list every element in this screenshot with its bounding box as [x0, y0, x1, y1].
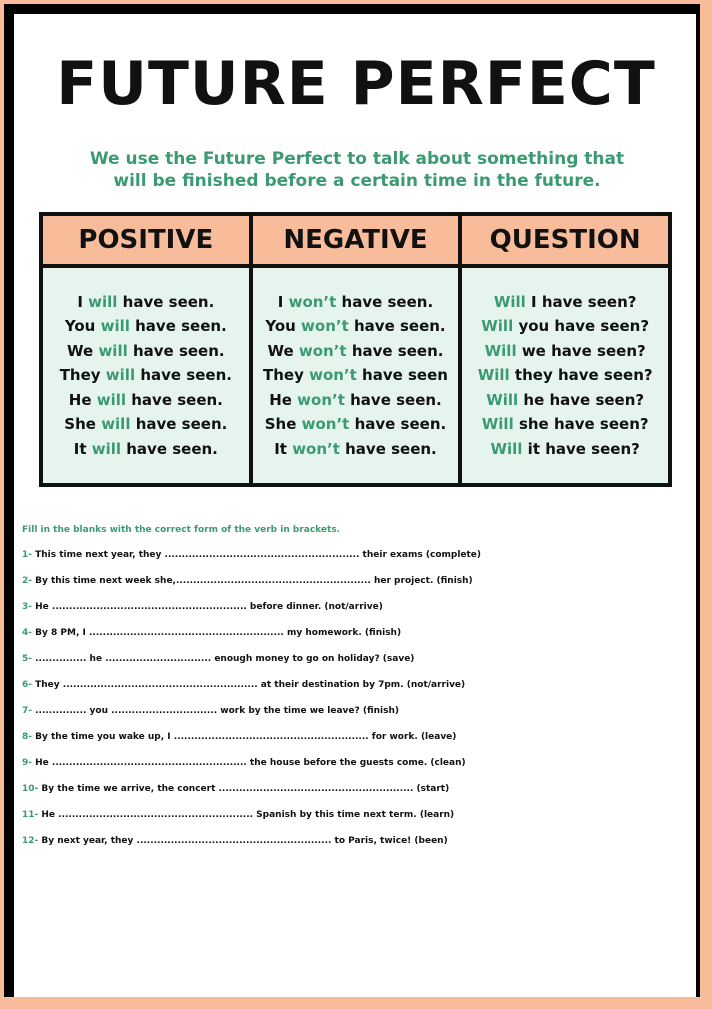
- table-body-row: [41, 266, 670, 485]
- sentence-subject: I: [277, 292, 289, 311]
- sentence-rest: have seen.: [348, 317, 446, 336]
- exercise-item: [22, 542, 702, 568]
- exercise-item: [22, 802, 702, 828]
- exercise-sentence: By this time next week she,......................................................... her project. (finish): [32, 576, 473, 586]
- exercise-item: [22, 568, 702, 594]
- positive-sentence: [43, 412, 249, 437]
- sentence-auxiliary: Will: [481, 415, 514, 434]
- exercise-sentence: By the time you wake up, I ......................................................... for work. (leave): [32, 732, 457, 742]
- exercise-item: [22, 750, 702, 776]
- exercise-number: 10-: [22, 784, 39, 794]
- sentence-auxiliary: won’t: [297, 390, 345, 409]
- sentence-auxiliary: Will: [493, 292, 526, 311]
- sentence-subject: You: [265, 317, 302, 336]
- sentence-rest: have seen.: [130, 415, 228, 434]
- negative-sentence: [253, 314, 459, 339]
- sentence-auxiliary: Will: [481, 317, 514, 336]
- header-question: QUESTION: [460, 214, 670, 266]
- sentence-rest: have seen.: [127, 341, 225, 360]
- question-sentence: [462, 339, 668, 364]
- sentence-auxiliary: will: [105, 366, 136, 385]
- question-column: [460, 266, 670, 485]
- sentence-subject: You: [64, 317, 101, 336]
- sentence-auxiliary: will: [100, 317, 130, 336]
- exercise-number: 6-: [22, 680, 32, 690]
- sentence-rest: you have seen?: [513, 317, 650, 336]
- sentence-subject: They: [263, 366, 310, 385]
- exercise-number: 7-: [22, 706, 32, 716]
- positive-sentence: [43, 339, 249, 364]
- exercise-sentence: ............... you ............................... work by the time we leave? (finish): [32, 706, 400, 716]
- sentence-rest: have seen.: [336, 292, 434, 311]
- sentence-auxiliary: will: [88, 292, 118, 311]
- negative-sentence: [253, 290, 459, 315]
- exercise-sentence: By 8 PM, I ......................................................... my homework. (finish): [32, 628, 402, 638]
- header-negative: NEGATIVE: [251, 214, 461, 266]
- exercise-sentence: By the time we arrive, the concert ......................................................... (start): [38, 784, 450, 794]
- exercise-number: 9-: [22, 758, 32, 768]
- exercise-sentence: He ......................................................... the house before the guests come. (clean): [32, 758, 466, 768]
- sentence-rest: they have seen?: [509, 366, 653, 385]
- positive-sentence: [43, 290, 249, 315]
- exercise-item: [22, 698, 702, 724]
- sentence-auxiliary: will: [101, 415, 131, 434]
- negative-sentence: [253, 412, 459, 437]
- sentence-subject: He: [68, 390, 97, 409]
- negative-column: [251, 266, 461, 485]
- sentence-subject: They: [59, 366, 106, 385]
- exercise-item: [22, 672, 702, 698]
- negative-sentence: [253, 388, 459, 413]
- conjugation-table: [39, 212, 672, 487]
- sentence-auxiliary: will: [91, 439, 122, 458]
- positive-sentence: [43, 437, 249, 462]
- exercise-item: [22, 646, 702, 672]
- exercise-sentence: By next year, they ......................................................... to Paris, twice! (been): [38, 836, 448, 846]
- sentence-subject: We: [267, 341, 299, 360]
- exercise-number: 4-: [22, 628, 32, 638]
- negative-sentence: [253, 437, 459, 462]
- sentence-subject: We: [67, 341, 99, 360]
- sentence-rest: have seen: [356, 366, 448, 385]
- sentence-rest: we have seen?: [516, 341, 646, 360]
- exercise-sentence: He ......................................................... before dinner. (not/arrive): [32, 602, 383, 612]
- exercise-number: 2-: [22, 576, 32, 586]
- intro-line-2: will be finished before a certain time in the future.: [113, 171, 601, 191]
- exercise-sentence: He ......................................................... Spanish by this time next term. (learn): [38, 810, 455, 820]
- negative-sentence: [253, 363, 459, 388]
- sentence-auxiliary: won’t: [292, 439, 340, 458]
- sentence-auxiliary: won’t: [288, 292, 337, 311]
- header-positive: POSITIVE: [41, 214, 251, 266]
- sentence-auxiliary: will: [98, 341, 128, 360]
- sentence-auxiliary: Will: [490, 439, 523, 458]
- question-sentence: [462, 314, 668, 339]
- sentence-auxiliary: Will: [484, 341, 517, 360]
- exercise-number: 5-: [22, 654, 32, 664]
- sentence-rest: have seen.: [121, 439, 218, 458]
- exercise-number: 11-: [22, 810, 39, 820]
- exercise-instructions: Fill in the blanks with the correct form of the verb in brackets.: [22, 525, 341, 535]
- sentence-rest: it have seen?: [522, 439, 640, 458]
- sentence-subject: He: [269, 390, 298, 409]
- sentence-auxiliary: won’t: [309, 366, 357, 385]
- sentence-auxiliary: will: [96, 390, 127, 409]
- sentence-rest: I have seen?: [525, 292, 637, 311]
- sentence-rest: she have seen?: [513, 415, 649, 434]
- question-sentence: [462, 363, 668, 388]
- sentence-auxiliary: won’t: [301, 415, 350, 434]
- positive-sentence: [43, 388, 249, 413]
- sentence-rest: have seen.: [135, 366, 232, 385]
- sentence-rest: have seen.: [339, 439, 437, 458]
- positive-sentence: [43, 363, 249, 388]
- sentence-auxiliary: won’t: [301, 317, 349, 336]
- question-sentence: [462, 412, 668, 437]
- exercise-number: 12-: [22, 836, 39, 846]
- intro-text: [60, 148, 654, 192]
- sentence-auxiliary: Will: [486, 390, 519, 409]
- sentence-auxiliary: Will: [477, 366, 510, 385]
- exercise-sentence: ............... he ............................... enough money to go on holiday? (save): [32, 654, 415, 664]
- sentence-rest: he have seen?: [518, 390, 645, 409]
- sentence-rest: have seen.: [344, 390, 442, 409]
- question-sentence: [462, 388, 668, 413]
- positive-sentence: [43, 314, 249, 339]
- sentence-rest: have seen.: [117, 292, 215, 311]
- sentence-subject: It: [73, 439, 92, 458]
- sentence-subject: It: [274, 439, 293, 458]
- exercise-item: [22, 594, 702, 620]
- exercise-item: [22, 620, 702, 646]
- sentence-auxiliary: won’t: [298, 341, 347, 360]
- sentence-rest: have seen.: [126, 390, 223, 409]
- exercise-number: 1-: [22, 550, 32, 560]
- table-header-row: [41, 214, 670, 266]
- exercise-item: [22, 776, 702, 802]
- question-sentence: [462, 437, 668, 462]
- sentence-subject: She: [264, 415, 302, 434]
- exercise-item: [22, 828, 702, 854]
- sentence-subject: I: [77, 292, 89, 311]
- exercise-section: [22, 518, 702, 854]
- exercise-sentence: They ......................................................... at their destination by 7pm. (not/arrive): [32, 680, 466, 690]
- exercise-number: 8-: [22, 732, 32, 742]
- page-title: FUTURE PERFECT: [56, 49, 656, 119]
- sentence-rest: have seen.: [129, 317, 227, 336]
- exercise-item: [22, 724, 702, 750]
- intro-line-1: We use the Future Perfect to talk about something that: [89, 149, 625, 169]
- sentence-subject: She: [64, 415, 102, 434]
- exercise-list: [22, 542, 702, 854]
- question-sentence: [462, 290, 668, 315]
- negative-sentence: [253, 339, 459, 364]
- sentence-rest: have seen.: [346, 341, 444, 360]
- sentence-rest: have seen.: [349, 415, 447, 434]
- positive-column: [41, 266, 251, 485]
- exercise-sentence: This time next year, they ......................................................... their exams (complete): [32, 550, 482, 560]
- exercise-number: 3-: [22, 602, 32, 612]
